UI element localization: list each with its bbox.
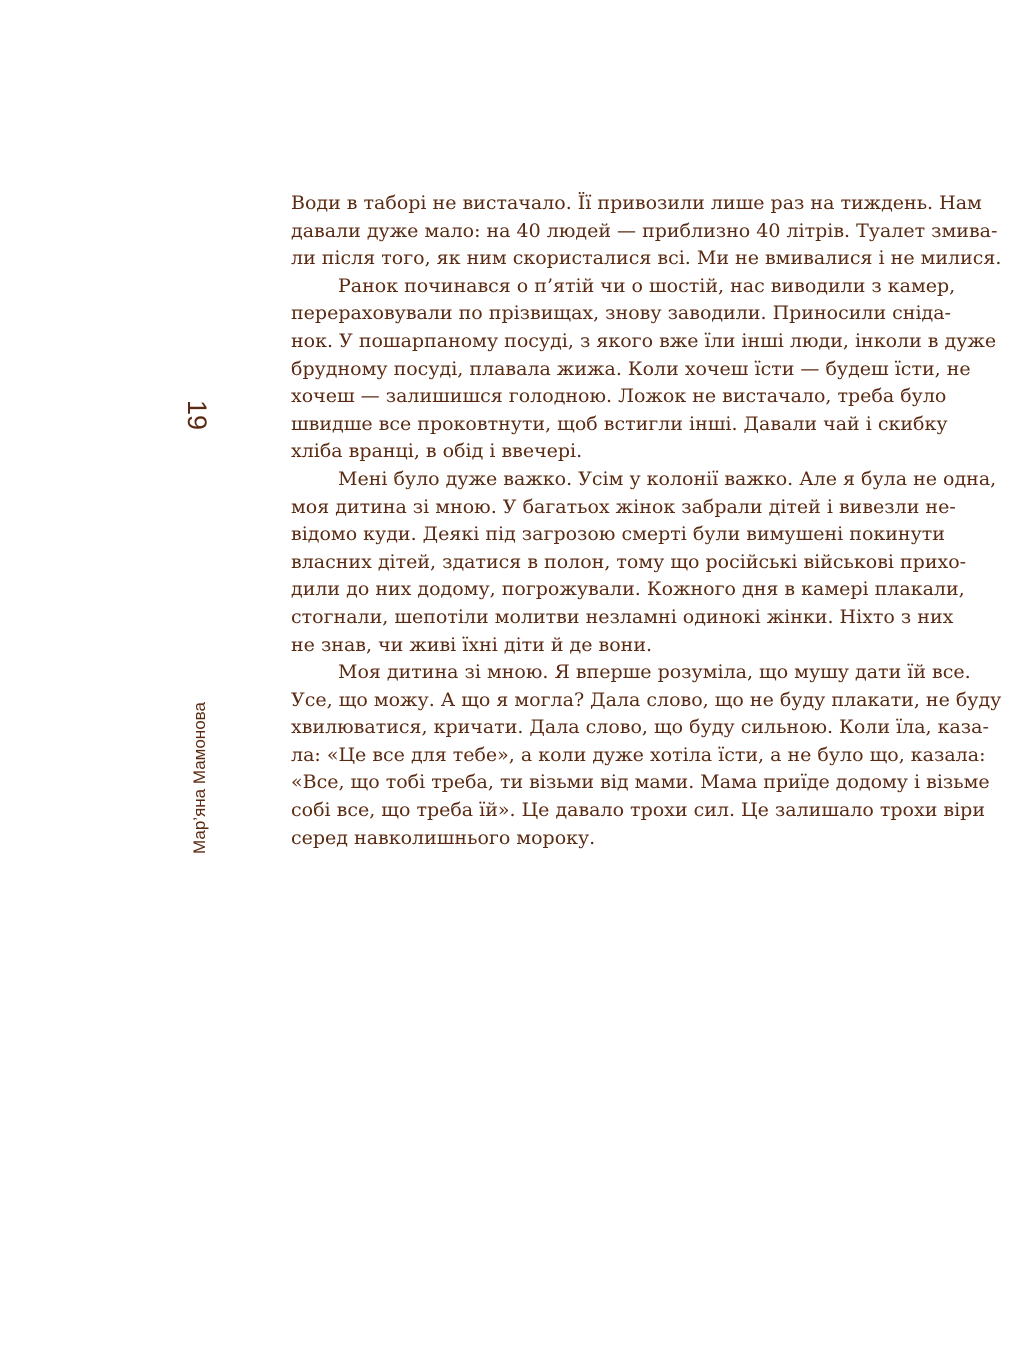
text-line: стогнали, шепотіли молитви незламні одинокі жінки. Ніхто з них: [291, 605, 954, 628]
text-line: моя дитина зі мною. У багатьох жінок забрали дітей і вивезли не-: [291, 495, 956, 518]
text-line: ла: «Це все для тебе», а коли дуже хотіла їсти, а не було що, казала:: [291, 743, 986, 766]
body-text: [291, 190, 1002, 852]
text-line: Води в таборі не вистачало. Її привозили лише раз на тиждень. Нам: [291, 192, 982, 214]
text-line: собі все, що треба їй». Це давало трохи сил. Це залишало трохи віри: [291, 799, 985, 822]
text-line: хліба вранці, в обід і ввечері.: [291, 440, 583, 463]
text-line: брудному посуді, плавала жижа. Коли хочеш їсти — будеш їсти, не: [291, 357, 971, 380]
text-line: хочеш — залишишся голодною. Ложок не вистачало, треба було: [291, 385, 947, 408]
text-line: «Все, що тобі треба, ти візьми від мами. Мама приїде додому і візьме: [291, 771, 990, 794]
text-line: не знав, чи живі їхні діти й де вони.: [291, 633, 653, 656]
text-line: перераховували по прізвищах, знову заводили. Приносили сніда-: [291, 302, 951, 325]
page-number: 19: [182, 399, 212, 431]
text-line: серед навколишнього мороку.: [291, 826, 596, 849]
paragraph: [291, 466, 997, 659]
text-line: власних дітей, здатися в полон, тому що російські військові прихо-: [291, 550, 967, 573]
text-line: Ранок починався о п’ятій чи о шостій, нас виводили з камер,: [338, 274, 956, 297]
text-line: Усе, що можу. А що я могла? Дала слово, що не буду плакати, не буду: [291, 688, 1002, 711]
paragraph: [291, 273, 997, 466]
text-line: відомо куди. Деякі під загрозою смерті були вимушені покинути: [291, 523, 945, 546]
text-line: дили до них додому, погрожували. Кожного дня в камері плакали,: [291, 578, 965, 601]
text-line: ли після того, як ним скористалися всі. Ми не вмивалися і не милися.: [291, 247, 1002, 270]
author-running-head: Мар’яна Мамонова: [190, 702, 209, 854]
text-line: нок. У пошарпаному посуді, з якого вже їли інші люди, інколи в дуже: [291, 329, 997, 352]
text-line: хвилюватися, кричати. Дала слово, що буду сильною. Коли їла, каза-: [291, 716, 989, 739]
text-line: давали дуже мало: на 40 людей — приблизно 40 літрів. Туалет змива-: [291, 219, 998, 242]
text-line: швидше все проковтнути, щоб встигли інші. Давали чай і скибку: [291, 412, 948, 435]
paragraph: [291, 659, 1002, 852]
text-line: Мені було дуже важко. Усім у колонії важко. Але я була не одна,: [338, 467, 997, 490]
text-line: Моя дитина зі мною. Я вперше розуміла, що мушу дати їй все.: [338, 661, 971, 684]
paragraph: [291, 190, 1002, 273]
